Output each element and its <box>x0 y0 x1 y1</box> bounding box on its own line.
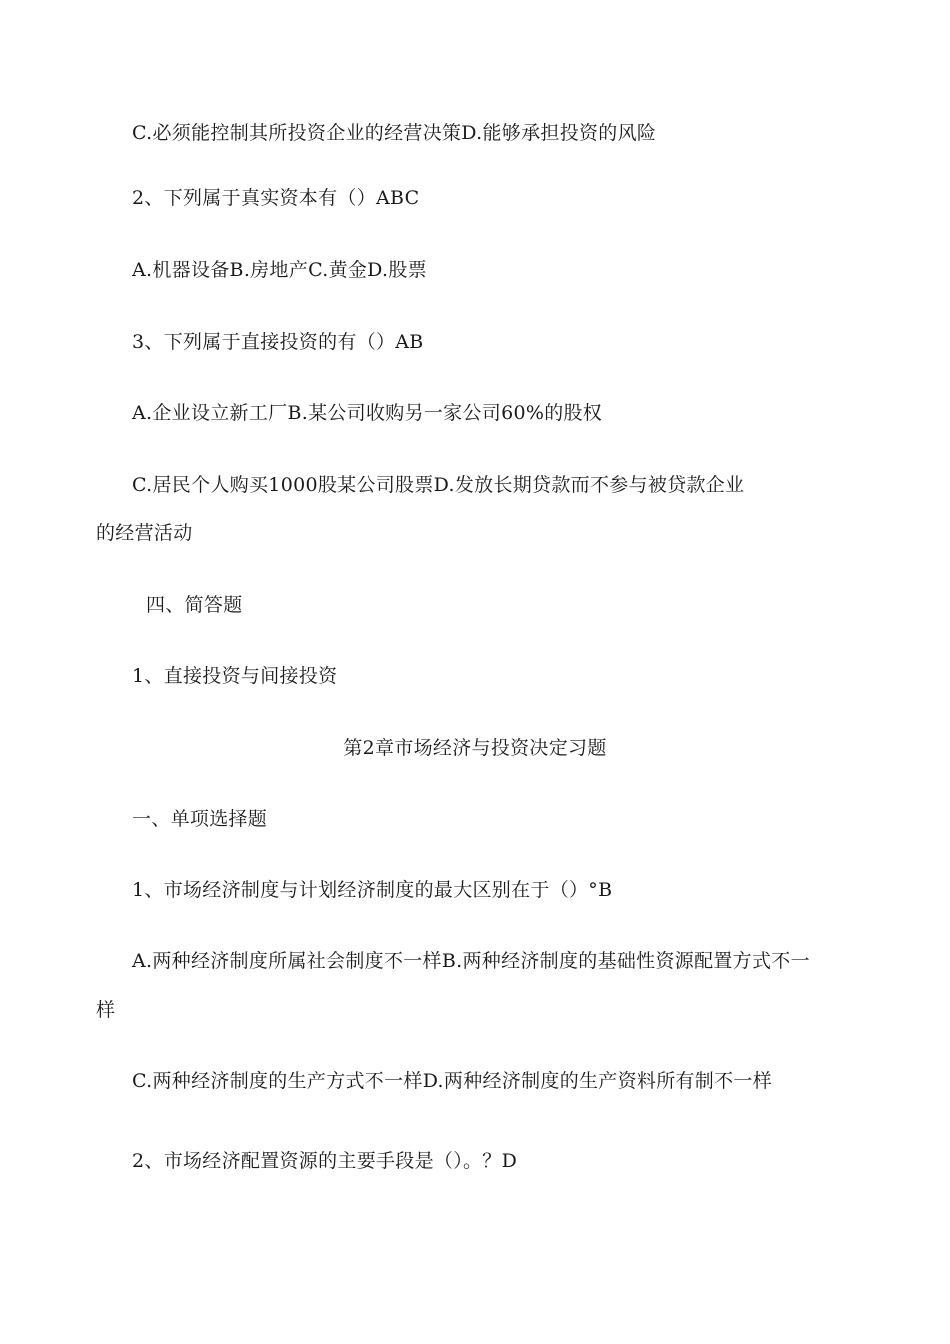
chapter-title: 第2章市场经济与投资决定习题 <box>343 737 607 759</box>
section-heading-single-choice: 一、单项选择题 <box>132 808 268 830</box>
option-line-cd-direct: C.居民个人购买1000股某公司股票D.发放长期贷款而不参与被贷款企业 <box>132 474 745 496</box>
single-choice-question-1: 1、市场经济制度与计划经济制度的最大区别在于（）°B <box>132 879 613 901</box>
option-line-ab-q1: A.两种经济制度所属社会制度不一样B.两种经济制度的基础性资源配置方式不一 <box>132 950 810 972</box>
section-heading-short-answer: 四、简答题 <box>146 594 243 616</box>
option-line-cd-direct-continued: 的经营活动 <box>96 522 193 544</box>
option-line-ab-q1-continued: 样 <box>96 999 116 1021</box>
single-choice-question-2: 2、市场经济配置资源的主要手段是（）。？D <box>132 1150 518 1172</box>
option-line-real-capital: A.机器设备B.房地产C.黄金D.股票 <box>132 259 427 281</box>
short-answer-question-1: 1、直接投资与间接投资 <box>132 665 338 687</box>
option-line-cd-investment: C.必须能控制其所投资企业的经营决策D.能够承担投资的风险 <box>132 122 657 144</box>
option-line-ab-direct: A.企业设立新工厂B.某公司收购另一家公司60%的股权 <box>132 402 603 424</box>
question-3-direct-investment: 3、下列属于直接投资的有（）AB <box>132 331 424 353</box>
option-line-cd-q1: C.两种经济制度的生产方式不一样D.两种经济制度的生产资料所有制不一样 <box>132 1070 772 1092</box>
question-2-real-capital: 2、下列属于真实资本有（）ABC <box>132 187 420 209</box>
